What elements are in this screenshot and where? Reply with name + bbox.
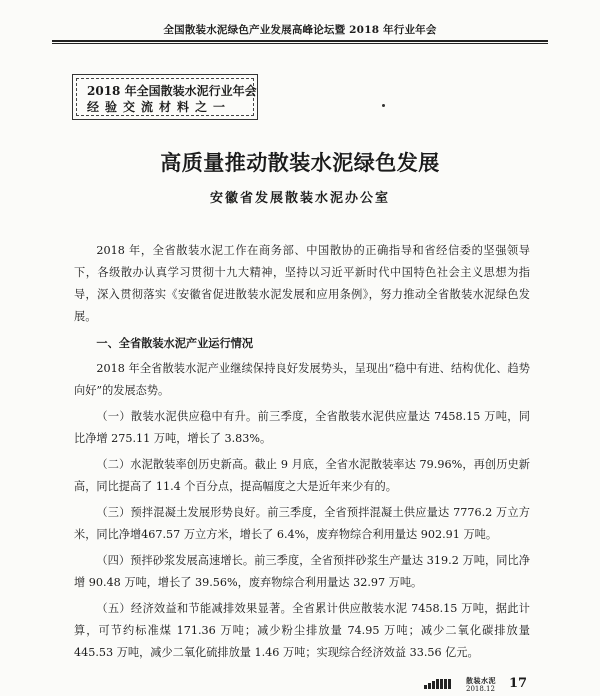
section-label-line-2: 经验交流材料之一 bbox=[87, 100, 232, 114]
paragraph: （三）预拌混凝土发展形势良好。前三季度，全省预拌混凝土供应量达 7776.2 万立方米，同比净增467.57 万立方米，增长了 6.4%，废弃物综合利用量达 902.91 万吨。 bbox=[74, 506, 530, 541]
footer-issue: 2018.12 bbox=[466, 685, 495, 693]
paragraph: 2018 年全省散装水泥产业继续保持良好发展势头，呈现出“稳中有进、结构优化、趋势向好”的发展态势。 bbox=[74, 362, 530, 397]
page-number: 17 bbox=[509, 676, 528, 691]
paragraph-intro: 2018 年，全省散装水泥工作在商务部、中国散协的正确指导和省经信委的坚强领导下，各级散办认真学习贯彻十九大精神，坚持以习近平新时代中国特色社会主义思想为指导，深入贯彻落实《安徽省促进散装水泥发展和应用条例》，努力推动全省散装水泥绿色发展。 bbox=[74, 244, 530, 323]
article-title: 高质量推动散装水泥绿色发展 bbox=[160, 150, 440, 175]
paragraph: （二）水泥散装率创历史新高。截止 9 月底，全省水泥散装率达 79.96%，再创历史新高，同比提高了 11.4 个百分点，提高幅度之大是近年来少有的。 bbox=[74, 458, 530, 493]
paragraph: （四）预拌砂浆发展高速增长。前三季度，全省预拌砂浆生产量达 319.2 万吨，同比净增 90.48 万吨，增长了 39.56%，废弃物综合利用量达 32.97 万吨。 bbox=[74, 554, 530, 589]
article-body bbox=[74, 240, 530, 664]
section-label-line-1: 2018 年全国散装水泥行业年会 bbox=[87, 84, 257, 98]
paragraph: （一）散装水泥供应稳中有升。前三季度，全省散装水泥供应量达 7458.15 万吨，同比净增 275.11 万吨，增长了 3.83%。 bbox=[74, 410, 530, 445]
article-author: 安徽省发展散装水泥办公室 bbox=[209, 191, 390, 206]
footer-bars-decoration bbox=[424, 679, 451, 689]
header-rule bbox=[52, 40, 548, 44]
paragraph: （五）经济效益和节能减排效果显著。全省累计供应散装水泥 7458.15 万吨，据此计算，可节约标准煤 171.36 万吨；减少粉尘排放量 74.95 万吨；减少二氧化碳排放量 445.53 万吨，减少二氧化硫排放量 1.46 万吨；实现综合经济效益 33.56 亿元。 bbox=[74, 602, 530, 659]
scan-dot bbox=[382, 104, 385, 107]
running-header: 全国散装水泥绿色产业发展高峰论坛暨 2018 年行业年会 bbox=[163, 24, 437, 36]
section-label-box bbox=[72, 74, 258, 120]
footer-journal-name: 散装水泥 bbox=[466, 676, 496, 685]
section-heading: 一、全省散装水泥产业运行情况 bbox=[96, 336, 254, 350]
